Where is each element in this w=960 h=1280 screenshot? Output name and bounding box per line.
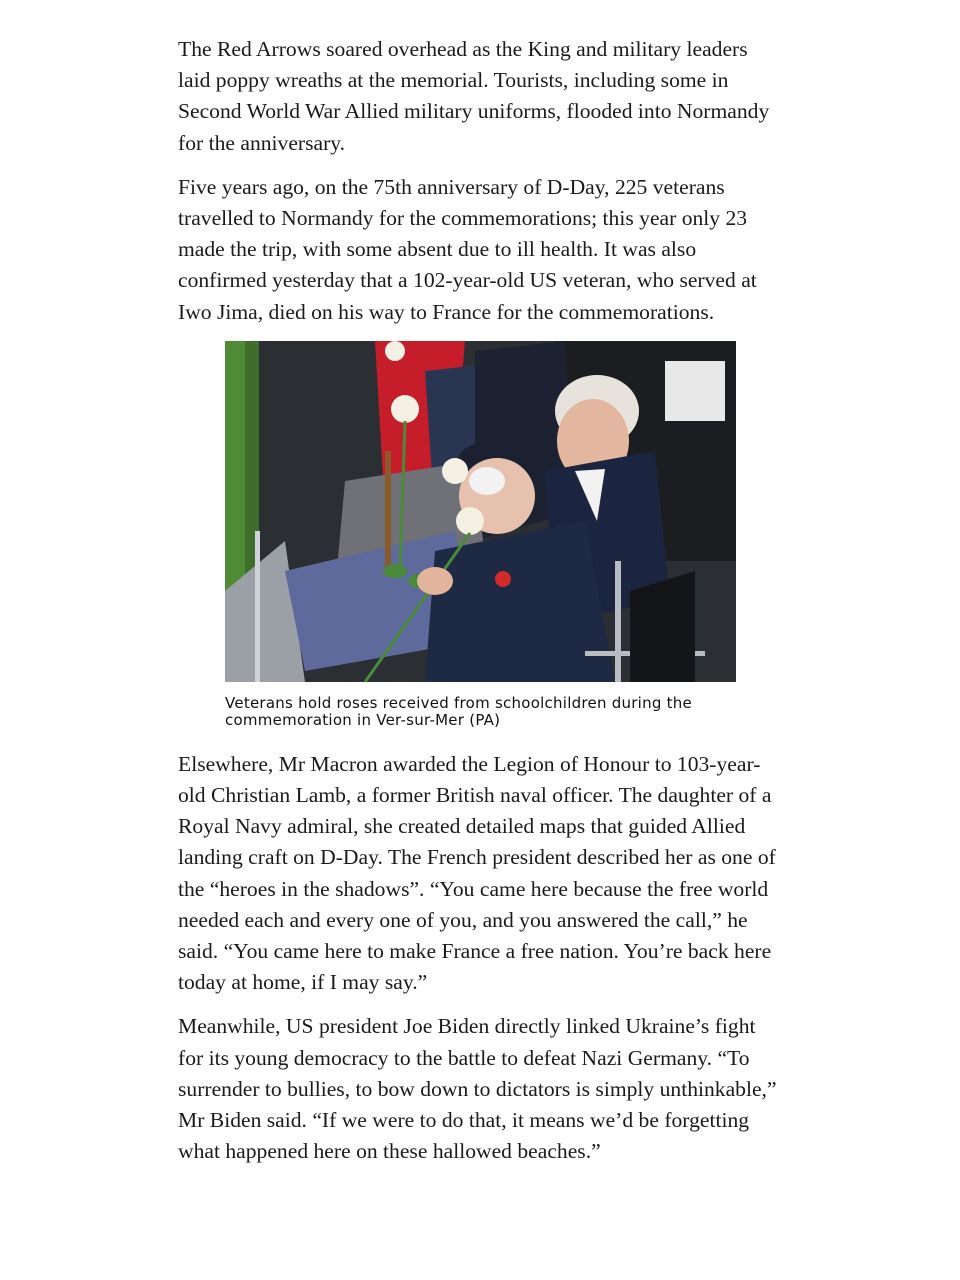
veterans-photo[interactable] [225,341,736,682]
paragraph-biden-ukraine: Meanwhile, US president Joe Biden directly linked Ukraine’s fight for its young democracy to the battle to defeat Nazi Germany. “To surrender to bullies, to bow down to dictators is simply unthinkable,” Mr Biden said. “If we were to do that, it means we’d be forgetting what happened here on these hallowed beaches.” [178,1014,777,1164]
article-figure [225,341,736,729]
paragraph-red-arrows: The Red Arrows soared overhead as the King and military leaders laid poppy wreaths at the memorial. Tourists, including some in Second World War Allied military uniforms, flooded into Normandy for the anniversary. [178,37,770,155]
paragraph-veterans-count: Five years ago, on the 75th anniversary of D-Day, 225 veterans travelled to Normandy for the commemorations; this year only 23 made the trip, with some absent due to ill health. It was also confirmed yesterday that a 102-year-old US veteran, who served at Iwo Jima, died on his way to France for the commemorations. [178,174,757,324]
paragraph-macron-legion-of-honour: Elsewhere, Mr Macron awarded the Legion of Honour to 103-year-old Christian Lamb, a former British naval officer. The daughter of a Royal Navy admiral, she created detailed maps that guided Allied landing craft on D-Day. The French president described her as one of the “heroes in the shadows”. “You came here because the free world needed each and every one of you, and you answered the call,” he said. “You came here to make France a free nation. You’re back here today at home, if I may say.” [178,751,776,995]
article-body [178,34,784,1180]
photo-caption: Veterans hold roses received from schoolchildren during the commemoration in Ver-sur-Mer (PA) [225,693,693,729]
